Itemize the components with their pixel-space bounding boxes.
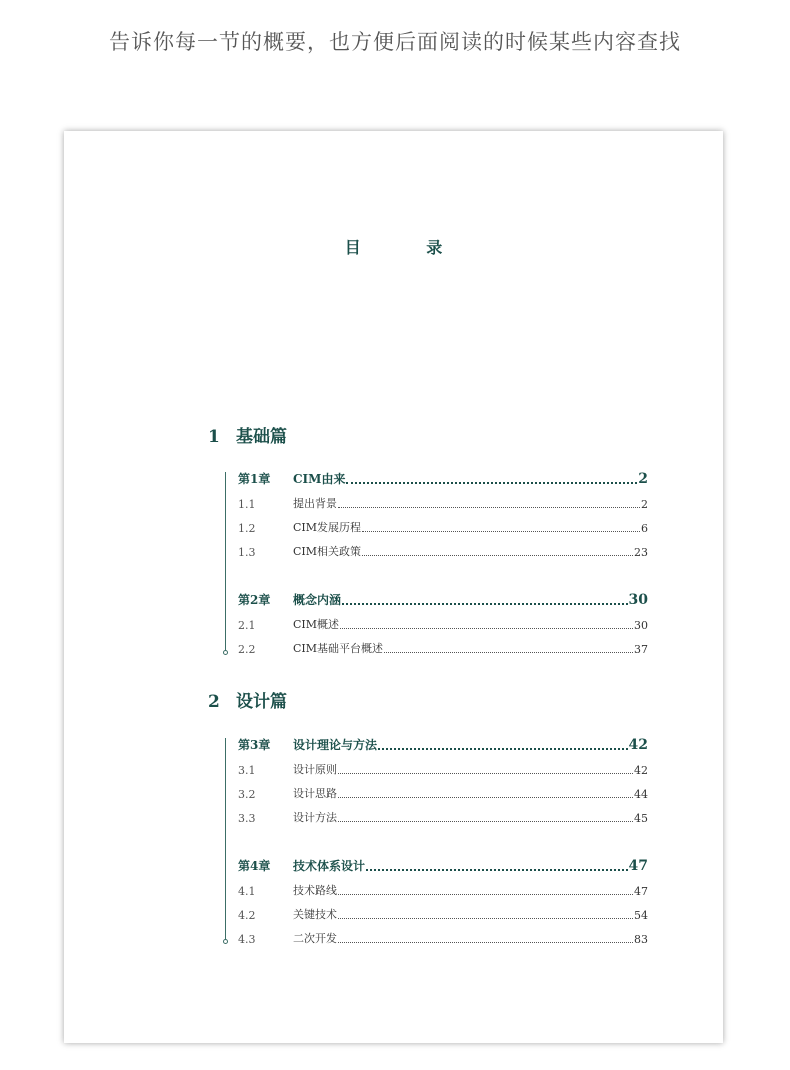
page-number: 30: [628, 592, 648, 608]
dot-leader: [338, 503, 640, 508]
toc-title: 目 录: [344, 238, 473, 257]
part-title: 基础篇: [236, 427, 287, 447]
section-title: 二次开发: [293, 932, 337, 945]
toc-section-entry: [238, 759, 648, 777]
section-number: 4.3: [238, 933, 256, 946]
section-number: 1.1: [238, 498, 256, 511]
caption-text: 告诉你每一节的概要，也方便后面阅读的时候某些内容查找: [109, 30, 681, 54]
page-number: 2: [638, 471, 648, 487]
dot-leader: [338, 793, 633, 798]
chapter-number: 第1章: [238, 472, 271, 486]
section-number: 4.2: [238, 909, 256, 922]
part-title: 设计篇: [236, 692, 287, 712]
section-title: CIM发展历程: [293, 521, 362, 534]
dot-leader: [338, 890, 633, 895]
chapter-number: 第3章: [238, 738, 271, 752]
section-number: 4.1: [238, 885, 256, 898]
section-number: 3.3: [238, 812, 256, 825]
dot-leader: [362, 551, 633, 556]
page-number: 47: [634, 885, 648, 898]
page-number: 42: [634, 764, 648, 777]
section-title: 设计方法: [293, 811, 337, 824]
part-heading: [208, 687, 287, 712]
dot-leader: [342, 599, 628, 605]
toc-section-entry: [238, 614, 648, 632]
toc-section-entry: [238, 493, 648, 511]
toc-section-entry: [238, 880, 648, 898]
dot-leader: [338, 769, 633, 774]
toc-chapter-entry: [238, 469, 648, 487]
section-title: 关键技术: [293, 908, 337, 921]
dot-leader: [338, 914, 633, 919]
page-number: 47: [628, 858, 648, 874]
dot-leader: [378, 744, 628, 750]
chapter-title: 技术体系设计: [293, 859, 366, 873]
section-title: 设计思路: [293, 787, 337, 800]
section-number: 3.1: [238, 764, 256, 777]
page-number: 2: [641, 498, 648, 511]
section-number: 2.1: [238, 619, 256, 632]
page-number: 54: [634, 909, 648, 922]
part-heading: [208, 422, 287, 447]
toc-section-entry: [238, 807, 648, 825]
page-number: 6: [641, 522, 648, 535]
toc-bracket-line: [225, 738, 226, 941]
section-title: CIM相关政策: [293, 545, 362, 558]
page-number: 83: [634, 933, 648, 946]
toc-section-entry: [238, 928, 648, 946]
section-title: CIM基础平台概述: [293, 642, 384, 655]
dot-leader: [340, 624, 633, 629]
chapter-title: 概念内涵: [293, 593, 342, 607]
section-title: 设计原则: [293, 763, 337, 776]
toc-bracket-line: [225, 472, 226, 652]
page-number: 37: [634, 643, 648, 656]
section-title: 技术路线: [293, 884, 337, 897]
page-number: 42: [628, 737, 648, 753]
section-number: 1.2: [238, 522, 256, 535]
toc-section-entry: [238, 638, 648, 656]
dot-leader: [366, 865, 628, 871]
section-number: 2.2: [238, 643, 256, 656]
dot-leader: [384, 648, 633, 653]
chapter-number: 第4章: [238, 859, 271, 873]
page-number: 44: [634, 788, 648, 801]
section-number: 1.3: [238, 546, 256, 559]
section-title: 提出背景: [293, 497, 337, 510]
page-number: 45: [634, 812, 648, 825]
page-number: 30: [634, 619, 648, 632]
chapter-title: CIM由来: [293, 472, 346, 486]
toc-chapter-entry: [238, 856, 648, 874]
dot-leader: [362, 527, 640, 532]
chapter-number: 第2章: [238, 593, 271, 607]
chapter-title: 设计理论与方法: [293, 738, 378, 752]
part-number: 2: [208, 692, 220, 712]
toc-section-entry: [238, 783, 648, 801]
book-page: [64, 131, 723, 1043]
dot-leader: [338, 817, 633, 822]
section-title: CIM概述: [293, 618, 340, 631]
toc-chapter-entry: [238, 735, 648, 753]
part-number: 1: [208, 427, 220, 447]
toc-section-entry: [238, 517, 648, 535]
page-number: 23: [634, 546, 648, 559]
toc-section-entry: [238, 904, 648, 922]
toc-section-entry: [238, 541, 648, 559]
dot-leader: [338, 938, 633, 943]
section-number: 3.2: [238, 788, 256, 801]
toc-chapter-entry: [238, 590, 648, 608]
dot-leader: [346, 478, 637, 484]
